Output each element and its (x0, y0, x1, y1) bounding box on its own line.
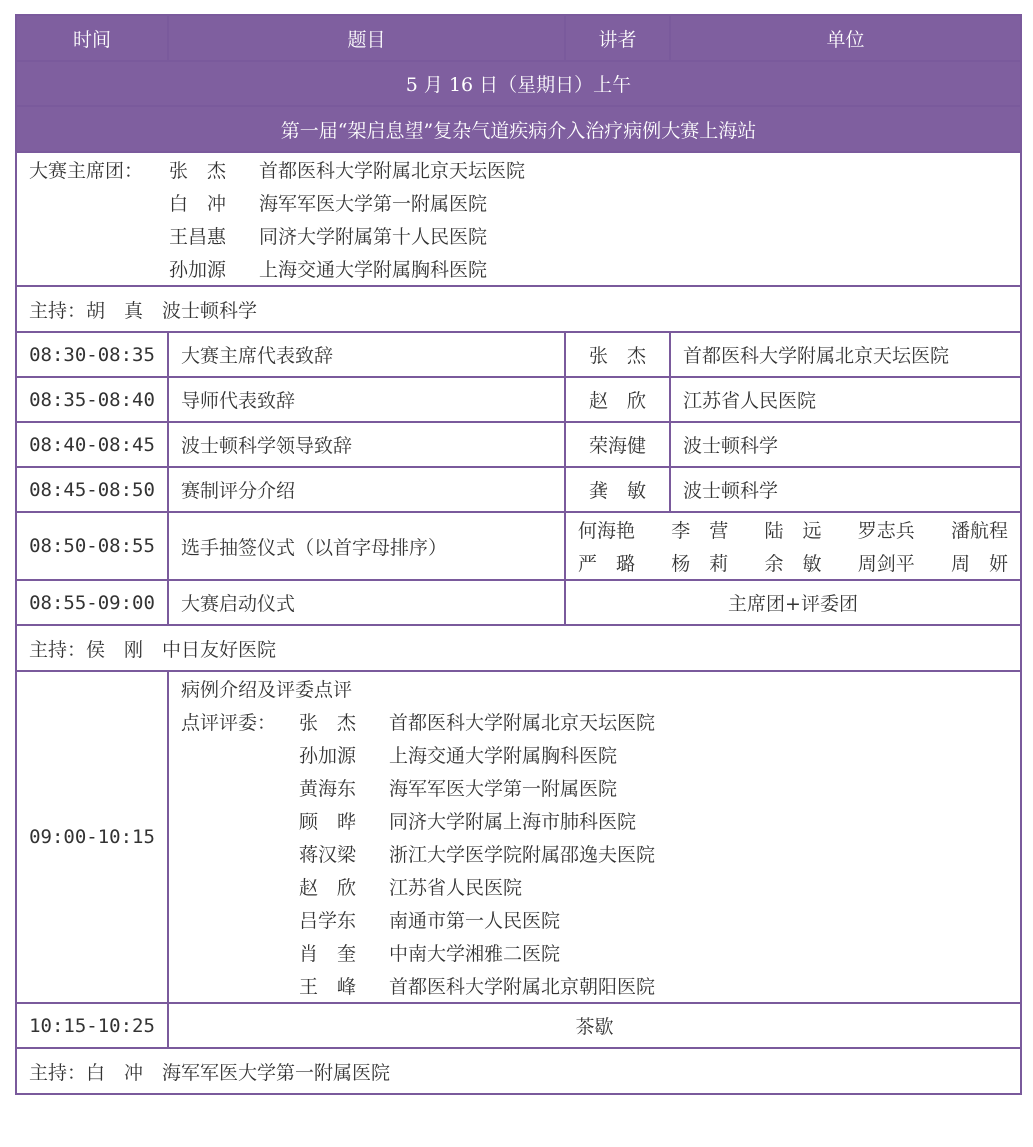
presidium-unit: 海军军医大学第一附属医院 (259, 193, 488, 215)
judge-line (181, 903, 1008, 936)
launch-row (16, 580, 1021, 625)
header-unit: 单位 (670, 15, 1021, 61)
judge-line (181, 837, 1008, 870)
session-time: 08:45-08:50 (16, 467, 168, 512)
session-speaker: 龚 敏 (565, 467, 670, 512)
session-topic: 波士顿科学领导致辞 (168, 422, 565, 467)
header-speaker: 讲者 (565, 15, 670, 61)
draw-topic: 选手抽签仪式（以首字母排序） (168, 512, 565, 580)
draw-participants (565, 512, 1021, 580)
session-unit: 首都医科大学附属北京天坛医院 (670, 332, 1021, 377)
host-text: 主持：白 冲 海军军医大学第一附属医院 (16, 1048, 1021, 1094)
session-unit: 波士顿科学 (670, 422, 1021, 467)
judge-unit: 南通市第一人民医院 (389, 910, 561, 932)
participant-name: 罗志兵 (857, 520, 915, 542)
judge-name: 孙加源 (299, 745, 357, 767)
presidium-name: 孙加源 (169, 259, 227, 281)
judge-name: 吕学东 (299, 910, 357, 932)
participant-name: 余 敏 (764, 553, 822, 575)
session-time: 08:30-08:35 (16, 332, 168, 377)
participant-name: 李 营 (671, 520, 729, 542)
header-time: 时间 (16, 15, 168, 61)
participant-name: 潘航程 (950, 520, 1008, 542)
judge-name: 张 杰 (299, 712, 357, 734)
session-time: 08:35-08:40 (16, 377, 168, 422)
session-unit: 江苏省人民医院 (670, 377, 1021, 422)
judge-unit: 江苏省人民医院 (389, 877, 523, 899)
session-row (16, 422, 1021, 467)
presidium-line (29, 219, 1008, 252)
date-band: 5 月 16 日（星期日）上午 (16, 61, 1021, 106)
host-row (16, 625, 1021, 671)
judge-name: 赵 欣 (299, 877, 357, 899)
session-unit: 波士顿科学 (670, 467, 1021, 512)
judge-unit: 同济大学附属上海市肺科医院 (389, 811, 637, 833)
presidium-name: 张 杰 (169, 160, 227, 182)
judge-line (181, 936, 1008, 969)
judge-name: 黄海东 (299, 778, 357, 800)
presidium-line (29, 186, 1008, 219)
judge-name: 顾 晔 (299, 811, 357, 833)
participant-name: 周 妍 (950, 553, 1008, 575)
presidium-unit: 同济大学附属第十人民医院 (259, 226, 488, 248)
cases-title: 病例介绍及评委点评 (181, 679, 353, 701)
header-topic: 题目 (168, 15, 565, 61)
judge-line (181, 771, 1008, 804)
presidium-row (16, 152, 1021, 286)
cases-row (16, 671, 1021, 1003)
session-speaker: 张 杰 (565, 332, 670, 377)
session-row (16, 332, 1021, 377)
participant-name: 杨 莉 (671, 553, 729, 575)
host-row (16, 286, 1021, 332)
host-text: 主持：胡 真 波士顿科学 (16, 286, 1021, 332)
participant-name: 周剑平 (857, 553, 915, 575)
session-row (16, 467, 1021, 512)
presidium-line (29, 153, 1008, 186)
session-topic: 导师代表致辞 (168, 377, 565, 422)
cases-time: 09:00-10:15 (16, 671, 168, 1003)
judge-unit: 海军军医大学第一附属医院 (389, 778, 618, 800)
cases-cell (168, 671, 1021, 1003)
judge-name: 王 峰 (299, 976, 357, 998)
judge-name: 肖 奎 (299, 943, 357, 965)
host-row (16, 1048, 1021, 1094)
judge-line (181, 870, 1008, 903)
session-speaker: 荣海健 (565, 422, 670, 467)
presidium-label: 大赛主席团： (29, 160, 144, 182)
session-time: 08:40-08:45 (16, 422, 168, 467)
break-label: 茶歇 (168, 1003, 1021, 1048)
judge-unit: 浙江大学医学院附属邵逸夫医院 (389, 844, 656, 866)
presidium-name: 白 冲 (169, 193, 227, 215)
judge-unit: 中南大学湘雅二医院 (389, 943, 561, 965)
judge-unit: 首都医科大学附属北京朝阳医院 (389, 976, 656, 998)
judge-line (181, 738, 1008, 771)
draw-time: 08:50-08:55 (16, 512, 168, 580)
date-band-row (16, 61, 1021, 106)
session-topic: 大赛主席代表致辞 (168, 332, 565, 377)
launch-time: 08:55-09:00 (16, 580, 168, 625)
presidium-line (29, 252, 1008, 285)
judge-line (181, 705, 1008, 738)
participant-line (578, 546, 1008, 579)
participant-name: 陆 远 (764, 520, 822, 542)
judge-line (181, 804, 1008, 837)
event-title: 第一届“架启息望”复杂气道疾病介入治疗病例大赛上海站 (16, 106, 1021, 152)
participant-name: 严 璐 (578, 553, 636, 575)
break-time: 10:15-10:25 (16, 1003, 168, 1048)
session-row (16, 377, 1021, 422)
launch-topic: 大赛启动仪式 (168, 580, 565, 625)
judge-unit: 首都医科大学附属北京天坛医院 (389, 712, 656, 734)
presidium-unit: 上海交通大学附属胸科医院 (259, 259, 488, 281)
judges-label: 点评评委： (181, 712, 277, 734)
host-text: 主持：侯 刚 中日友好医院 (16, 625, 1021, 671)
header-row (16, 15, 1021, 61)
presidium-cell (16, 152, 1021, 286)
judge-unit: 上海交通大学附属胸科医院 (389, 745, 618, 767)
judge-line (181, 969, 1008, 1002)
participant-line (578, 513, 1008, 546)
presidium-name: 王昌惠 (169, 226, 227, 248)
presidium-unit: 首都医科大学附属北京天坛医院 (259, 160, 526, 182)
draw-row (16, 512, 1021, 580)
event-title-row (16, 106, 1021, 152)
session-topic: 赛制评分介绍 (168, 467, 565, 512)
break-row (16, 1003, 1021, 1048)
judge-name: 蒋汉梁 (299, 844, 357, 866)
launch-speaker: 主席团+评委团 (565, 580, 1021, 625)
participant-name: 何海艳 (578, 520, 636, 542)
schedule-table (15, 14, 1022, 1095)
session-speaker: 赵 欣 (565, 377, 670, 422)
